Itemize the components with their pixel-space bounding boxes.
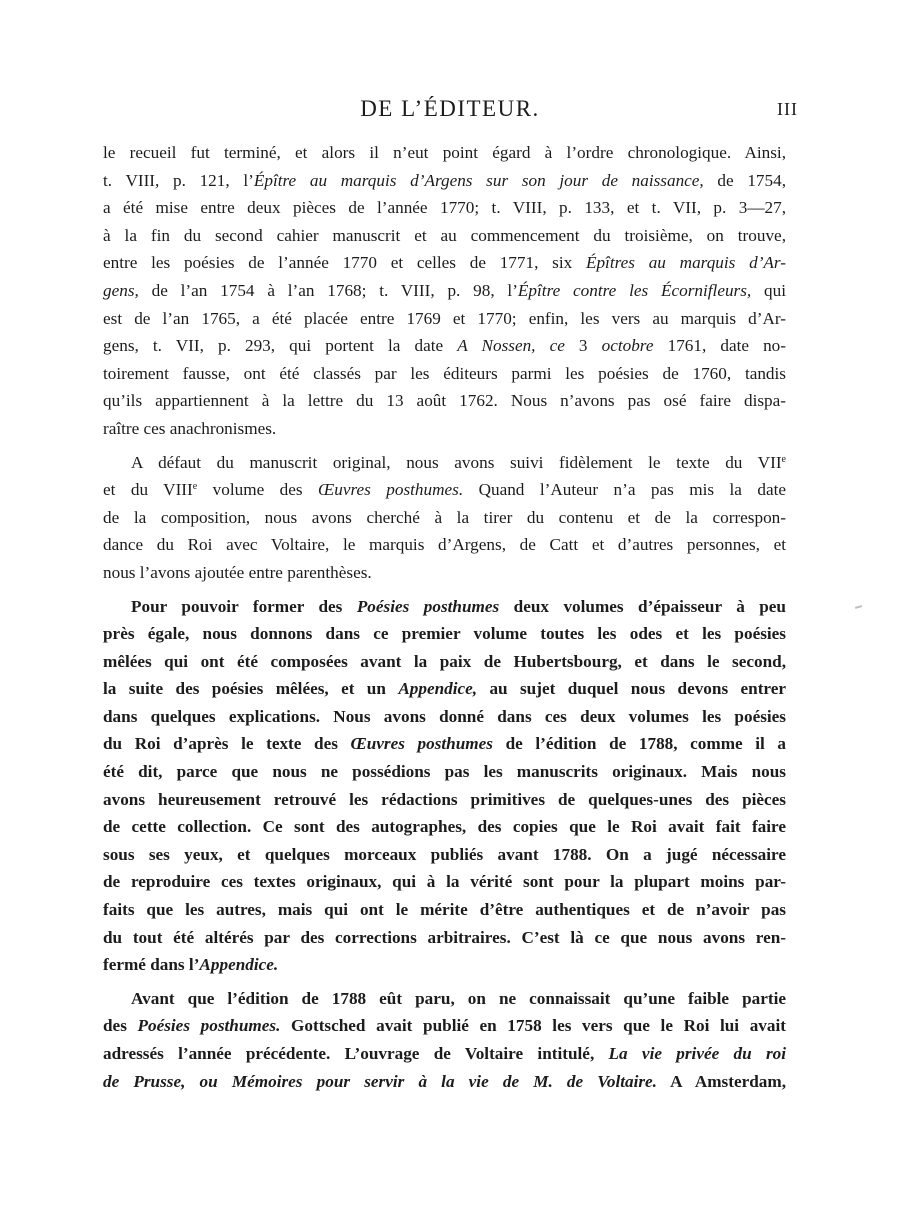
- italic-title: Œuvres posthumes: [350, 734, 493, 754]
- text-span: volume des: [197, 480, 318, 500]
- text-line: [103, 332, 786, 360]
- text-span: à la fin du second cahier manuscrit et au commencement du troisième, on trouve,: [103, 225, 786, 245]
- text-span: mêlées qui ont été composées avant la paix de Hubertsbourg, et dans le second,: [103, 651, 786, 671]
- text-line: [103, 387, 786, 415]
- text-span: toirement fausse, ont été classés par les éditeurs parmi les poésies de 1760, tandis: [103, 363, 786, 383]
- text-span: du Roi d’après le texte des: [103, 734, 351, 754]
- text-span: gens, t. VII, p. 293, qui portent la date: [103, 336, 458, 356]
- paragraph-3: [103, 593, 786, 979]
- italic-title: Épîtres au marquis d’Ar-: [585, 253, 786, 273]
- text-span: a été mise entre deux pièces de l’année 1770; t. VIII, p. 133, et t. VII, p. 3—27,: [103, 198, 786, 218]
- text-span: du tout été altérés par des corrections arbitraires. C’est là ce que nous avons ren-: [103, 927, 786, 947]
- text-line: [103, 167, 786, 195]
- text-line: [103, 415, 786, 443]
- italic-title: octobre: [601, 336, 654, 356]
- text-span: t. VIII, p. 121, l’: [103, 170, 254, 190]
- italic-title: Épître contre les Écornifleurs,: [517, 280, 752, 300]
- italic-title: Poésies posthumes.: [137, 1016, 281, 1036]
- text-span: de l’an 1754 à l’an 1768; t. VIII, p. 98, l’: [138, 280, 518, 300]
- text-span: Gottsched avait publié en 1758 les vers que le Roi lui avait: [280, 1016, 786, 1036]
- text-line: [103, 305, 786, 333]
- text-span: A défaut du manuscrit original, nous avons suivi fidèlement le texte du VII: [131, 452, 782, 472]
- text-span: faits que les autres, mais qui ont le mérite d’être authentiques et de n’avoir pas: [103, 900, 786, 920]
- text-span: Quand l’Auteur n’a pas mis la date: [463, 480, 786, 500]
- text-span: le recueil fut terminé, et alors il n’eut point égard à l’ordre chronologique. Ainsi,: [103, 143, 786, 162]
- text-line: [103, 139, 786, 167]
- text-span: A Amsterdam,: [656, 1071, 786, 1091]
- italic-title: Œuvres posthumes.: [318, 480, 464, 500]
- text-span: 3: [564, 336, 602, 356]
- text-span: et du VIII: [103, 480, 193, 500]
- text-line: [103, 1068, 786, 1096]
- italic-title: gens,: [103, 280, 139, 300]
- text-span: Avant que l’édition de 1788 eût paru, on ne connaissait qu’une faible partie: [131, 988, 786, 1008]
- text-span: qui: [751, 280, 786, 300]
- text-span: de cette collection. Ce sont des autographes, des copies que le Roi avait fait faire: [103, 817, 786, 837]
- text-span: dans quelques explications. Nous avons donné dans ces deux volumes les poésies: [103, 706, 786, 726]
- text-line: [103, 730, 786, 758]
- text-line: [103, 841, 786, 869]
- text-span: sous ses yeux, et quelques morceaux publiés avant 1788. On a jugé nécessaire: [103, 844, 786, 864]
- italic-title: A Nossen, ce: [457, 336, 565, 356]
- italic-title: Appendice,: [398, 679, 478, 699]
- text-span: adressés l’année précédente. L’ouvrage de Voltaire intitulé,: [103, 1044, 609, 1063]
- text-line: [103, 531, 786, 559]
- text-line: [103, 593, 786, 621]
- paragraph-2: [103, 449, 786, 587]
- text-line: [103, 360, 786, 388]
- margin-mark: [855, 605, 862, 609]
- text-line: [103, 620, 786, 648]
- italic-title: Épître au marquis d’Argens sur son jour de naissance,: [253, 170, 704, 190]
- italic-title: La vie privée du roi: [608, 1044, 787, 1063]
- text-line: [103, 504, 786, 532]
- text-span: nous l’avons ajoutée entre parenthèses.: [103, 562, 372, 582]
- text-line: [103, 896, 786, 924]
- text-line: [103, 868, 786, 896]
- italic-title: Poésies posthumes: [356, 596, 500, 616]
- text-span: raître ces anachronismes.: [103, 418, 277, 438]
- text-line: [103, 786, 786, 814]
- text-line: [103, 249, 786, 277]
- text-line: [103, 758, 786, 786]
- text-span: fermé dans l’: [103, 955, 200, 975]
- text-line: [103, 703, 786, 731]
- text-span: de l’édition de 1788, comme il a: [492, 734, 787, 754]
- italic-title: de Prusse, ou Mémoires pour servir à la vie de M. de Voltaire.: [103, 1071, 657, 1091]
- text-line: [103, 277, 786, 305]
- text-span: de 1754,: [703, 170, 786, 190]
- text-line: [103, 559, 786, 587]
- text-line: [103, 222, 786, 250]
- text-span: qu’ils appartiennent à la lettre du 13 août 1762. Nous n’avons pas osé faire dispa-: [103, 391, 786, 411]
- text-span: est de l’an 1765, a été placée entre 1769 et 1770; enfin, les vers au marquis d’Ar-: [103, 308, 786, 328]
- running-title: DE L’ÉDITEUR.: [360, 96, 540, 121]
- superscript: e: [192, 481, 198, 493]
- text-span: avons heureusement retrouvé les rédactions primitives de quelques-unes des pièces: [103, 789, 786, 809]
- text-line: [103, 449, 786, 477]
- text-line: [103, 951, 786, 979]
- text-span: la suite des poésies mêlées, et un: [103, 679, 399, 699]
- text-span: des: [103, 1016, 138, 1036]
- text-line: [103, 194, 786, 222]
- text-span: dance du Roi avec Voltaire, le marquis d’Argens, de Catt et d’autres personnes, et: [103, 535, 786, 555]
- text-span: 1761, date no-: [653, 336, 786, 356]
- text-span: de reproduire ces textes originaux, qui à la vérité sont pour la plupart moins par-: [103, 872, 786, 892]
- text-line: [103, 675, 786, 703]
- text-span: deux volumes d’épaisseur à peu: [499, 596, 786, 616]
- text-line: [103, 813, 786, 841]
- text-span: au sujet duquel nous devons entrer: [477, 679, 787, 699]
- running-head: [0, 92, 900, 128]
- italic-title: Appendice.: [199, 955, 279, 975]
- text-span: entre les poésies de l’année 1770 et celles de 1771, six: [103, 253, 586, 273]
- paragraph-4: [103, 985, 786, 1095]
- text-span: près égale, nous donnons dans ce premier volume toutes les odes et les poésies: [103, 624, 786, 644]
- paragraph-1: [103, 139, 786, 443]
- text-span: été dit, parce que nous ne possédions pas les manuscrits originaux. Mais nous: [103, 762, 786, 782]
- page-number: III: [777, 99, 798, 119]
- text-span: Pour pouvoir former des: [131, 596, 357, 616]
- text-line: [103, 1040, 786, 1068]
- text-line: [103, 924, 786, 952]
- text-line: [103, 1012, 786, 1040]
- text-line: [103, 476, 786, 504]
- text-line: [103, 648, 786, 676]
- superscript: e: [781, 453, 786, 465]
- text-line: [103, 985, 786, 1013]
- text-span: de la composition, nous avons cherché à la tirer du contenu et de la correspon-: [103, 507, 786, 527]
- body-text: [103, 139, 786, 1095]
